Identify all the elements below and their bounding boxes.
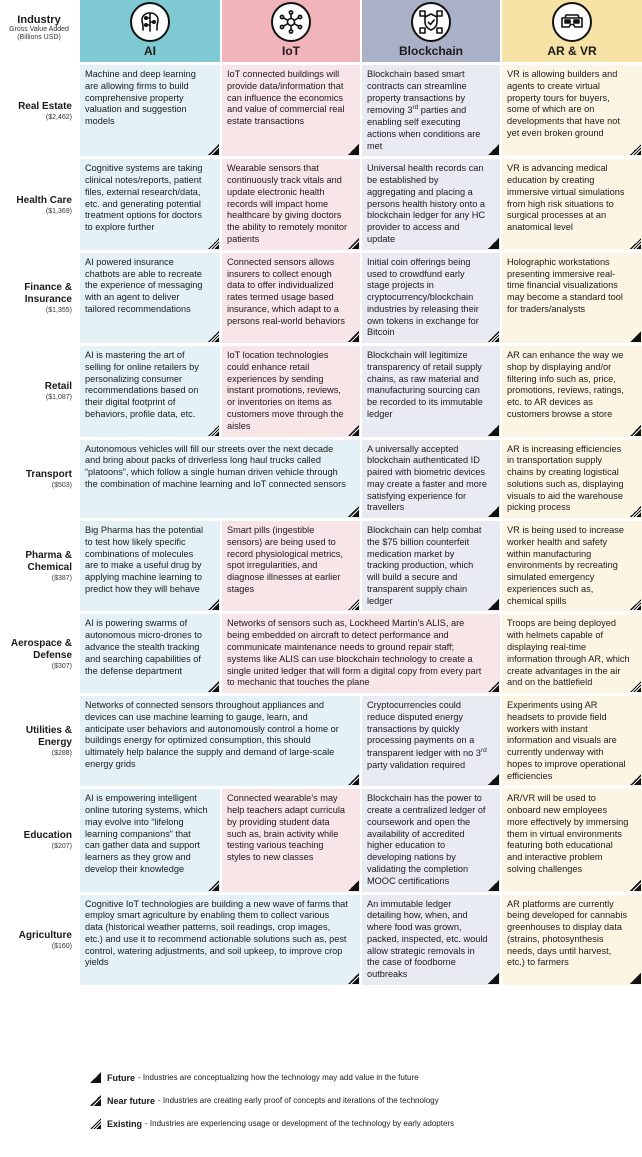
cell-text: AR is increasing efficiencies in transportation supply chains by creating logistical solutions such as, displaying visuals to aid the warehouse picking process (507, 443, 624, 513)
vr-headset-icon (552, 2, 592, 42)
cell-text: Networks of connected sensors throughout appliances and devices can use machine learning to gauge, learn, and anticipate user behaviors and autonomously control a home or buildings energy for optimized consumption, this should ultimately help balance the supply and demand of large-scale energy grids (85, 700, 339, 769)
stage-future-marker-icon (488, 425, 499, 436)
stage-existing-marker-icon (630, 506, 641, 517)
stage-existing-marker-icon (208, 425, 219, 436)
stage-future-marker-icon (488, 973, 499, 984)
industry-value: ($288) (51, 750, 72, 758)
legend-description: - Industries are creating early proof of concepts and iterations of the technology (158, 1096, 439, 1105)
legend-label: Near future (107, 1095, 156, 1106)
stage-future-marker-icon (488, 880, 499, 891)
cell-text: IoT connected buildings will provide data/information that can influence the economics and value of commercial real estate transactions (227, 69, 345, 127)
cell-text: VR is allowing builders and agents to create virtual property tours for buyers, some of which are on developments that have not yet even broken ground (507, 69, 620, 138)
industry-name: Agriculture (18, 929, 72, 941)
row-header (0, 65, 78, 156)
row-header (0, 521, 78, 611)
matrix-cell-bc (362, 789, 500, 891)
industry-name: Health Care (16, 194, 72, 206)
cell-text: Troops are being deployed with helmets capable of displaying real-time information through AR, which create advantages in the air and on the battlefield (507, 618, 630, 688)
cell-text: A universally accepted blockchain authenticated ID paired with biometric devices may create a faster and more satisfying experience for travellers (367, 443, 488, 513)
matrix-cell-iot (222, 159, 360, 249)
matrix-cell-iot (222, 346, 360, 436)
matrix-cell-bc (362, 253, 500, 343)
matrix-cell-ai (80, 895, 360, 985)
stage-future-marker-icon (488, 599, 499, 610)
industry-name: Education (23, 830, 72, 842)
stage-existing-marker-icon (90, 1118, 101, 1129)
cell-text: Blockchain can help combat the $75 billion counterfeit medication market by tracking production, which will build a secure and transparent supply chain ledger (367, 525, 482, 606)
row-header (0, 789, 78, 891)
cell-text: VR is being used to increase worker health and safety within manufacturing environments by recreating simulated emergency experiences such as, chemical spills (507, 525, 624, 606)
matrix-cell-ar (502, 521, 642, 611)
matrix-cell-ar (502, 159, 642, 249)
matrix-cell-ar (502, 696, 642, 786)
shield-check-icon (411, 2, 451, 42)
matrix-cell-ar (502, 253, 642, 343)
stage-near-marker-icon (208, 599, 219, 610)
matrix-cell-ar (502, 440, 642, 519)
stage-existing-marker-icon (488, 331, 499, 342)
matrix-cell-ai (80, 253, 220, 343)
industry-value: ($503) (51, 481, 72, 489)
stage-existing-marker-icon (630, 144, 641, 155)
matrix-cell-iot (222, 614, 500, 693)
industry-value: ($1,087) (45, 394, 72, 402)
matrix-cell-ai (80, 440, 360, 519)
stage-future-marker-icon (630, 973, 641, 984)
row-header (0, 895, 78, 985)
cell-text: AR can enhance the way we shop by displaying and/or filtering info such as, price, promotions, reviews, ratings, etc. to AR devices as customers browse a store (507, 350, 624, 419)
matrix-cell-bc (362, 346, 500, 436)
cell-text: IoT location technologies could enhance retail experiences by sending instant promotions, reviews, or inventories on items as customers move through the aisles (227, 350, 344, 431)
stage-near-marker-icon (348, 973, 359, 984)
stage-near-marker-icon (348, 331, 359, 342)
legend-label: Future (107, 1072, 135, 1083)
industry-name: Retail (44, 381, 72, 393)
row-header (0, 696, 78, 786)
matrix-cell-ai (80, 789, 220, 891)
matrix-cell-ar (502, 895, 642, 985)
stage-existing-marker-icon (630, 238, 641, 249)
matrix-cell-ar (502, 65, 642, 156)
stage-near-marker-icon (90, 1095, 101, 1106)
matrix-cell-iot (222, 65, 360, 156)
cell-text: Autonomous vehicles will fill our streets over the next decade and bring about packs of driverless long haul trucks called “platoons”, which follow a single human driven vehicle through the combination of machine learning and IoT connected sensors (85, 443, 346, 489)
legend-item-future (90, 1066, 630, 1089)
network-nodes-icon (271, 2, 311, 42)
cell-text: Connected wearable’s may help teachers adapt curricula by providing student data such as, brain activity while testing various teaching styles to new classes (227, 793, 345, 863)
stage-future-marker-icon (488, 506, 499, 517)
row-header (0, 614, 78, 693)
matrix-cell-ai (80, 346, 220, 436)
industry-header-subtitle: Gross Value Added (Billions USD) (9, 26, 69, 42)
cell-text: AR platforms are currently being developed for cannabis greenhouses to display data (strains, photosynthesis needs, days until harvest, etc.) to farmers (507, 898, 628, 968)
cell-text: AI is mastering the art of selling for online retailers by personalizing consumer recommendations based on their digital footprint of behaviors, profile data, etc. (85, 350, 199, 419)
industry-value: ($2,462) (45, 113, 72, 121)
row-header (0, 253, 78, 343)
cell-text: Experiments using AR headsets to provide field workers with instant information and visuals are currently underway with hopes to improve operational efficiencies (507, 700, 626, 781)
brain-circuit-icon (130, 2, 170, 42)
cell-text: An immutable ledger detailing how, when, and where food was grown, packed, inspected, etc. would allow strategic removals in the case of foodborne outbreaks (367, 898, 488, 980)
row-header (0, 346, 78, 436)
stage-near-marker-icon (208, 681, 219, 692)
industry-header-title: Industry (17, 14, 61, 26)
stage-near-marker-icon (348, 774, 359, 785)
stage-future-marker-icon (348, 144, 359, 155)
stage-future-marker-icon (488, 144, 499, 155)
matrix-cell-ai (80, 614, 220, 693)
stage-existing-marker-icon (630, 599, 641, 610)
matrix-cell-bc (362, 159, 500, 249)
cell-text: Initial coin offerings being used to crowdfund early stage projects in cryptocurrency/blockchain industries by releasing their own tokens in exchange for Bitcoin (367, 256, 479, 338)
legend-description: - Industries are conceptualizing how the technology may add value in the future (138, 1073, 419, 1082)
matrix-cell-iot (222, 253, 360, 343)
stage-near-marker-icon (630, 425, 641, 436)
matrix-cell-ai (80, 159, 220, 249)
column-header-ai (80, 0, 220, 62)
stage-near-marker-icon (348, 238, 359, 249)
matrix-cell-ai (80, 65, 220, 156)
row-header (0, 159, 78, 249)
stage-existing-marker-icon (208, 331, 219, 342)
matrix-cell-bc (362, 696, 500, 786)
legend-item-near (90, 1089, 630, 1112)
matrix-cell-bc (362, 440, 500, 519)
stage-near-marker-icon (630, 880, 641, 891)
stage-future-marker-icon (348, 880, 359, 891)
industry-value: ($1,369) (45, 207, 72, 215)
column-label-ai: AI (144, 44, 156, 58)
stage-existing-marker-icon (208, 238, 219, 249)
stage-near-marker-icon (348, 506, 359, 517)
matrix-cell-iot (222, 521, 360, 611)
stage-future-marker-icon (90, 1072, 101, 1083)
column-label-blockchain: Blockchain (398, 44, 464, 58)
cell-text: Machine and deep learning are allowing firms to build comprehensive property valuation and suggestion models (85, 69, 196, 127)
column-header-ar-vr (502, 0, 642, 62)
cell-text: AI is powering swarms of autonomous micro-drones to advance the stealth tracking and searching capabilities of the defense department (85, 618, 202, 676)
cell-text: Big Pharma has the potential to test how likely specific combinations of molecules are to make a useful drug by applying machine learning to predict how they will behave (85, 525, 203, 594)
stage-existing-marker-icon (348, 599, 359, 610)
stage-future-marker-icon (488, 238, 499, 249)
cell-text: Networks of sensors such as, Lockheed Martin’s ALIS, are being embedded on aircraft to detect performance and communicate maintenance needs to ground repair staff; systems like ALIS can use blockchain technology to create a single united ledger that will form a digital copy from every part to mechanic that touches the plane (227, 618, 482, 688)
industry-name: Finance & Insurance (24, 281, 72, 305)
industry-value: ($307) (51, 662, 72, 670)
cell-text: AI powered insurance chatbots are able to recreate the experience of messaging with an agent to deliver tailored recommendations (85, 256, 203, 314)
matrix-cell-ar (502, 614, 642, 693)
cell-text: Holographic workstations presenting immersive real-time financial visualizations may become a standard tool for traders/analysts (507, 256, 623, 314)
stage-future-marker-icon (488, 774, 499, 785)
industry-name: Pharma & Chemical (25, 550, 72, 574)
cell-text: VR is advancing medical education by creating immersive virtual simulations from high risk situations to surgical processes at an anatomical level (507, 163, 625, 233)
stage-near-marker-icon (488, 681, 499, 692)
industry-name: Transport (25, 468, 72, 480)
stage-near-marker-icon (208, 144, 219, 155)
column-label-ar-vr: AR & VR (547, 44, 597, 58)
industry-name: Utilities & Energy (25, 725, 72, 749)
matrix-cell-ai (80, 521, 220, 611)
cell-text: AI is empowering intelligent online tutoring systems, which may evolve into “lifelong learning companions” that can gather data and support learners as they grow and develop their knowledge (85, 793, 208, 874)
stage-future-marker-icon (630, 331, 641, 342)
legend-item-existing (90, 1112, 630, 1135)
industry-value: ($387) (51, 575, 72, 583)
cell-text: Blockchain has the power to create a centralized ledger of coursework and open the availability of accredited higher education to developing nations by validating the completion MOOC certifications (367, 793, 486, 886)
cell-text: Connected sensors allows insurers to collect enough data to offer individualized rates termed usage based insurance, which adapt to a persons real-world behaviors (227, 256, 345, 326)
cell-text: Cryptocurrencies could reduce disputed energy transactions by quickly processing payments on a transparent ledger with no 3rd party validation required (367, 700, 487, 770)
matrix-cell-bc (362, 65, 500, 156)
cell-text: Universal health records can be established by aggregating and placing a persons health history onto a blockchain ledger for any HC provider to access and update (367, 163, 485, 245)
cell-text: AR/VR will be used to onboard new employees more effectively by immersing them in virtual environments featuring both educational and interactive problem solving challenges (507, 793, 629, 874)
matrix-cell-iot (222, 789, 360, 891)
industry-value: ($207) (51, 843, 72, 851)
cell-text: Smart pills (ingestible sensors) are being used to record physiological metrics, spot irregularities, and diagnose illnesses at earlier stages (227, 525, 343, 594)
stage-near-marker-icon (208, 880, 219, 891)
industry-name: Real Estate (18, 100, 72, 112)
legend (90, 1066, 630, 1135)
industry-value: ($160) (51, 942, 72, 950)
legend-description: - Industries are experiencing usage or development of the technology by early adopters (145, 1119, 455, 1128)
industry-name: Aerospace & Defense (10, 637, 72, 661)
column-header-iot (222, 0, 360, 62)
industry-header (0, 0, 78, 62)
cell-text: Blockchain will legitimize transparency of retail supply chains, as raw material and manufacturing sourcing can be recorded to its immutable ledger (367, 350, 483, 419)
matrix-cell-bc (362, 895, 500, 985)
cell-text: Blockchain based smart contracts can streamline property transactions by removing 3rd parties and enabling self executing actions when conditions are met (367, 69, 481, 151)
column-label-iot: IoT (282, 44, 300, 58)
stage-near-marker-icon (348, 425, 359, 436)
cell-text: Wearable sensors that continuously track vitals and update electronic health records will impact home healthcare by giving doctors the ability to remotely monitor patients (227, 163, 347, 245)
cell-text: Cognitive IoT technologies are building a new wave of farms that employ smart agriculture by enabling them to collect various data (historical weather patterns, soil readings, crop images, etc.) and use it to recommend actionable solutions such as, pest control, watering adjustments, and soil upkeep, to improve crop yields (85, 898, 348, 968)
legend-label: Existing (107, 1118, 143, 1129)
column-header-blockchain (362, 0, 500, 62)
stage-near-marker-icon (630, 774, 641, 785)
matrix-cell-bc (362, 521, 500, 611)
stage-existing-marker-icon (630, 681, 641, 692)
matrix-cell-ar (502, 346, 642, 436)
cell-text: Cognitive systems are taking clinical notes/reports, patient files, external research/data, etc. and generating potential treatment options for doctors to explore further (85, 163, 203, 233)
industry-value: ($1,355) (45, 306, 72, 314)
row-header (0, 440, 78, 519)
matrix-cell-ai (80, 696, 360, 786)
matrix-cell-ar (502, 789, 642, 891)
